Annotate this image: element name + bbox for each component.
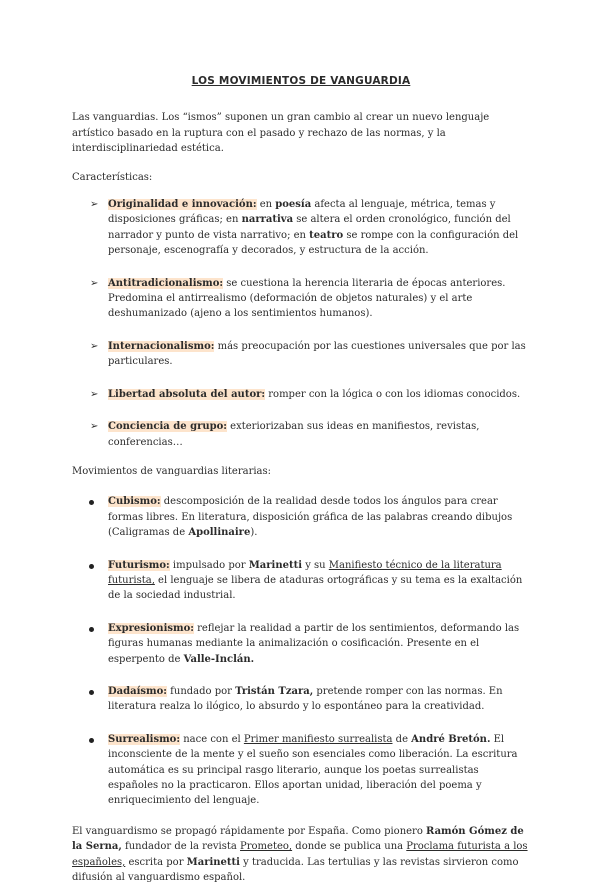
arrow-bullet-icon: ➢ bbox=[90, 340, 99, 352]
closing-paragraph: El vanguardismo se propagó rápidamente por España. Como pionero Ramón Gómez de la Serna, fundador de la revista Prometeo, donde se publica una Proclama futurista a los españoles, escrita por Marinetti y traducida. Las tertulias y las revistas sirvieron como difusión al vanguardismo español. bbox=[72, 825, 528, 884]
arrow-bullet-icon: ➢ bbox=[90, 388, 99, 400]
term-highlight: Libertad absoluta del autor: bbox=[108, 388, 266, 400]
list-item: ➢ Libertad absoluta del autor: romper con la lógica o con los idiomas conocidos. bbox=[72, 387, 530, 402]
caracteristicas-heading: Características: bbox=[72, 171, 153, 183]
list-item: ➢ Conciencia de grupo: exteriorizaban sus ideas en manifiestos, revistas, conferencias… bbox=[90, 421, 480, 448]
term-highlight: Futurismo: bbox=[108, 559, 170, 571]
term-highlight: Cubismo: bbox=[108, 496, 161, 508]
list-item: ➢ Antitradicionalismo: se cuestiona la herencia literaria de épocas anteriores. Predomina el antirrealismo (deformación de objetos naturales) y el arte deshumanizado (ajeno a los sentimientos humanos). bbox=[90, 277, 506, 320]
list-item: Futurismo: impulsado por Marinetti y su Manifiesto técnico de la literatura futurista, el lenguaje se libera de ataduras ortográficas y su tema es la exaltación de la sociedad industrial. bbox=[72, 558, 530, 604]
bullet-dot-icon bbox=[89, 738, 94, 743]
list-item: ➢ Internacionalismo: más preocupación por las cuestiones universales que por las particulares. bbox=[90, 340, 526, 368]
term-highlight: Conciencia de grupo: bbox=[108, 421, 227, 433]
bullet-dot-icon bbox=[89, 500, 94, 505]
bullet-dot-icon bbox=[89, 564, 94, 569]
arrow-bullet-icon: ➢ bbox=[90, 199, 99, 211]
arrow-bullet-icon: ➢ bbox=[90, 421, 99, 433]
caracteristicas-list bbox=[72, 197, 530, 450]
term-highlight: Internacionalismo: bbox=[108, 340, 215, 352]
list-item: Dadaísmo: fundado por Tristán Tzara, pretende romper con las normas. En literatura realza lo ilógico, lo absurdo y lo espontáneo para la creatividad. bbox=[72, 684, 530, 715]
bullet-dot-icon bbox=[89, 690, 94, 695]
bullet-dot-icon bbox=[89, 627, 94, 632]
page-title: LOS MOVIMIENTOS DE VANGUARDIA bbox=[191, 75, 411, 87]
term-highlight: Originalidad e innovación: bbox=[108, 199, 257, 211]
term-highlight: Dadaísmo: bbox=[108, 685, 167, 697]
term-highlight: Expresionismo: bbox=[108, 622, 194, 634]
term-highlight: Surrealismo: bbox=[108, 733, 181, 745]
list-item: Expresionismo: reflejar la realidad a partir de los sentimientos, deformando las figuras humanas mediante la animalización o cosificación. Presente en el esperpento de Valle-Inclán. bbox=[72, 621, 530, 667]
term-highlight: Antitradicionalismo: bbox=[108, 277, 224, 289]
intro-paragraph: Las vanguardias. Los “ismos” suponen un gran cambio al crear un nuevo lenguaje artístico basado en la ruptura con el pasado y rechazo de las normas, y la interdisciplinariedad estética. bbox=[72, 112, 490, 155]
list-item: ➢ Originalidad e innovación: en poesía afecta al lenguaje, métrica, temas y disposiciones gráficas; en narrativa se altera el orden cronológico, función del narrador y punto de vista narrativo; en teatro se rompe con la configuración del personaje, escenografía y decorados, y estructura de la acción. bbox=[90, 199, 519, 257]
list-item: Surrealismo: nace con el Primer manifiesto surrealista de André Bretón. El inconsciente de la mente y el sueño son esenciales como liberación. La escritura automática es su principal rasgo literario, aunque los poetas surrealistas españoles no la practicaron. Ellos aportan unidad, liberación del poema y enriquecimiento del lenguaje. bbox=[72, 732, 530, 809]
arrow-bullet-icon: ➢ bbox=[90, 277, 99, 289]
list-item: Cubismo: descomposición de la realidad desde todos los ángulos para crear formas libres. En literatura, disposición gráfica de las palabras creando dibujos (Caligramas de Apollinaire). bbox=[72, 494, 530, 540]
movimientos-list bbox=[72, 494, 530, 809]
movimientos-heading: Movimientos de vanguardias literarias: bbox=[72, 465, 272, 477]
